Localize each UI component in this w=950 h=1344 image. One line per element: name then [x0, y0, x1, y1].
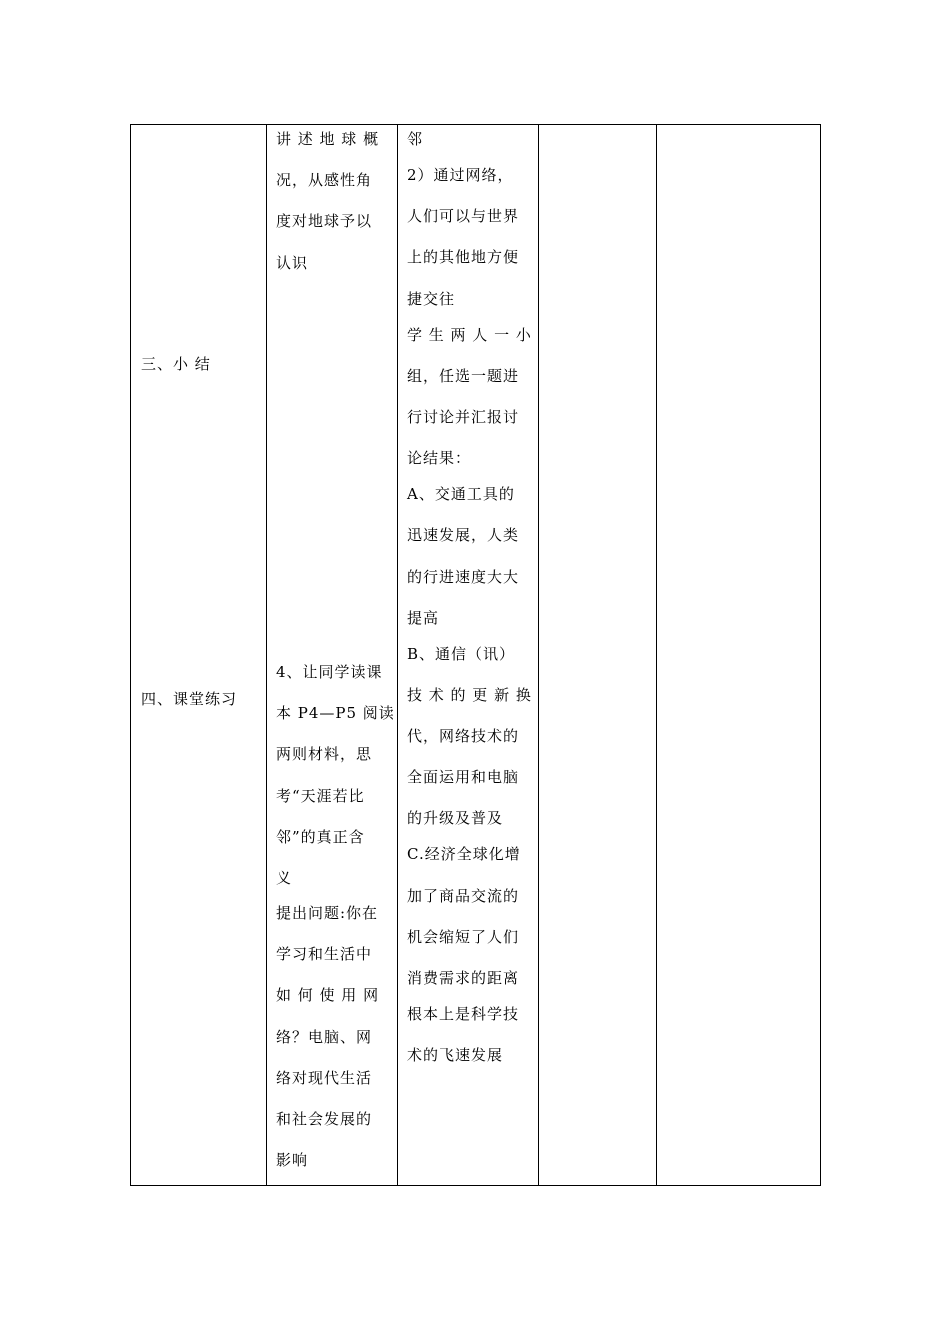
text-line: 邻”的真正含 [276, 827, 365, 846]
text-line: 消费需求的距离 [407, 969, 520, 987]
empty-cell [539, 125, 657, 1186]
text-line: 邻 [407, 130, 424, 148]
text-line: 加了商品交流的 [407, 886, 520, 905]
text-line: 4、让同学读课 [276, 663, 383, 681]
question-text-block [276, 903, 389, 1191]
summary-label: 三、小 结 [141, 355, 211, 373]
text-line: 本 P4—P5 阅读 [276, 704, 395, 723]
text-line: 度对地球予以 [276, 212, 373, 231]
cell-content [539, 125, 656, 1185]
text-line: A、交通工具的 [407, 485, 515, 504]
text-line: 组，任选一题进 [407, 366, 520, 385]
text-line: 认识 [276, 253, 309, 272]
text-line: 提出问题:你在 [276, 904, 379, 922]
stage-column-cell [131, 125, 267, 1186]
text-line: 如 何 使 用 网 [276, 986, 380, 1005]
text-line: 义 [276, 868, 293, 887]
text-line: 学 生 两 人 一 小 [407, 325, 532, 344]
text-line: 行讨论并汇报讨 [407, 407, 520, 426]
text-line: 代，网络技术的 [407, 727, 520, 746]
text-line: 技 术 的 更 新 换 [407, 685, 532, 704]
text-line: 络？电脑、网 [276, 1027, 373, 1046]
text-line: 影响 [276, 1151, 309, 1170]
cell-content [657, 125, 820, 1185]
teacher-activity-cell [267, 125, 398, 1186]
text-line: 机会缩短了人们 [407, 927, 520, 946]
text-line: 人们可以与世界 [407, 207, 520, 226]
text-line: 和社会发展的 [276, 1109, 373, 1128]
task-text-block [276, 662, 395, 904]
text-line: 况，从感性角 [276, 171, 373, 190]
empty-cell [657, 125, 821, 1186]
text-line: 的升级及普及 [407, 809, 504, 828]
text-line: 讲 述 地 球 概 [276, 130, 380, 148]
text-line: 的行进速度大大 [407, 567, 520, 586]
text-line: 捷交往 [407, 289, 456, 308]
text-line: C.经济全球化增 [407, 845, 521, 864]
text-line: 迅速发展，人类 [407, 526, 520, 545]
student-text-block [407, 129, 530, 1086]
text-line: 两则材料，思 [276, 745, 373, 764]
table-row [131, 125, 821, 1186]
intro-text-block [276, 129, 389, 294]
text-line: 术的飞速发展 [407, 1046, 504, 1065]
text-line: 2）通过网络， [407, 166, 514, 184]
text-line: 考“天涯若比 [276, 786, 365, 805]
text-line: 提高 [407, 608, 440, 627]
text-line: 上的其他地方便 [407, 248, 520, 267]
text-line: 络对现代生活 [276, 1068, 373, 1087]
text-line: 论结果： [407, 449, 472, 468]
text-line: 学习和生活中 [276, 945, 373, 964]
text-line: 全面运用和电脑 [407, 768, 520, 787]
lesson-plan-table [130, 124, 821, 1186]
text-line: 根本上是科学技 [407, 1005, 520, 1023]
text-line: B、通信（讯） [407, 644, 516, 663]
student-activity-cell [398, 125, 539, 1186]
practice-label: 四、课堂练习 [141, 690, 238, 708]
